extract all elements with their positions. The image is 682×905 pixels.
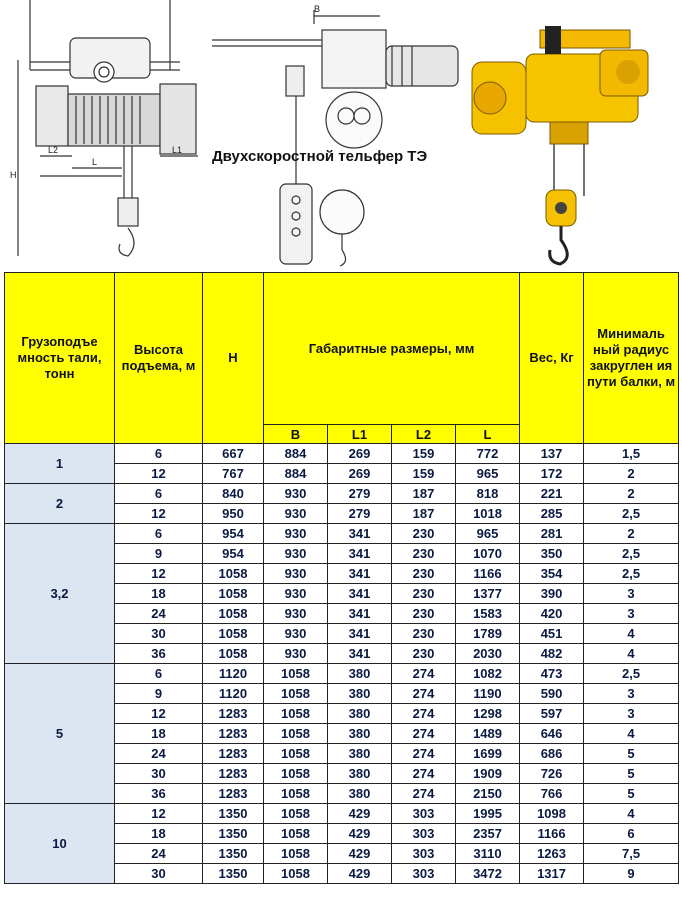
table-cell: 230 [392, 644, 456, 664]
table-cell: 3 [584, 684, 679, 704]
table-cell: 279 [328, 484, 392, 504]
table-cell: 1058 [203, 604, 264, 624]
table-cell: 2150 [456, 784, 520, 804]
table-cell: 1789 [456, 624, 520, 644]
table-cell: 12 [115, 464, 203, 484]
spec-table-body [5, 444, 679, 884]
table-cell: 1995 [456, 804, 520, 824]
table-cell: 30 [115, 864, 203, 884]
table-cell: 884 [264, 444, 328, 464]
table-cell: 187 [392, 504, 456, 524]
table-cell: 1120 [203, 664, 264, 684]
table-cell: 429 [328, 864, 392, 884]
table-cell: 840 [203, 484, 264, 504]
table-cell: 269 [328, 444, 392, 464]
table-cell: 3 [584, 604, 679, 624]
table-cell: 473 [520, 664, 584, 684]
table-cell: 187 [392, 484, 456, 504]
table-cell: 24 [115, 744, 203, 764]
capacity-cell: 2 [5, 484, 115, 524]
table-cell: 1283 [203, 744, 264, 764]
table-cell: 1166 [456, 564, 520, 584]
table-cell: 930 [264, 604, 328, 624]
capacity-cell: 5 [5, 664, 115, 804]
table-cell: 1098 [520, 804, 584, 824]
table-cell: 230 [392, 584, 456, 604]
table-cell: 12 [115, 704, 203, 724]
header-sub-l1: L1 [328, 425, 392, 444]
table-cell: 1263 [520, 844, 584, 864]
table-cell: 341 [328, 524, 392, 544]
table-cell: 2 [584, 464, 679, 484]
table-cell: 2,5 [584, 544, 679, 564]
header-sub-b: B [264, 425, 328, 444]
table-cell: 341 [328, 544, 392, 564]
table-cell: 221 [520, 484, 584, 504]
capacity-cell: 1 [5, 444, 115, 484]
table-cell: 274 [392, 684, 456, 704]
table-cell: 6 [115, 664, 203, 684]
table-cell: 341 [328, 604, 392, 624]
header-sub-l2: L2 [392, 425, 456, 444]
table-cell: 2,5 [584, 664, 679, 684]
table-cell: 429 [328, 824, 392, 844]
table-cell: 590 [520, 684, 584, 704]
spec-table [4, 272, 679, 884]
table-cell: 1298 [456, 704, 520, 724]
header-capacity: Грузоподъе мность тали, тонн [5, 273, 115, 444]
table-cell: 341 [328, 584, 392, 604]
table-cell: 1283 [203, 724, 264, 744]
table-cell: 12 [115, 804, 203, 824]
table-cell: 1058 [264, 764, 328, 784]
table-cell: 766 [520, 784, 584, 804]
table-cell: 2,5 [584, 564, 679, 584]
table-cell: 3 [584, 704, 679, 724]
header-h: H [203, 273, 264, 444]
table-cell: 420 [520, 604, 584, 624]
table-cell: 230 [392, 604, 456, 624]
table-cell: 772 [456, 444, 520, 464]
table-cell: 1058 [264, 864, 328, 884]
table-cell: 380 [328, 684, 392, 704]
table-cell: 2030 [456, 644, 520, 664]
table-cell: 482 [520, 644, 584, 664]
table-cell: 1058 [264, 704, 328, 724]
table-cell: 18 [115, 584, 203, 604]
table-cell: 5 [584, 744, 679, 764]
table-cell: 965 [456, 464, 520, 484]
table-cell: 9 [115, 544, 203, 564]
table-cell: 1489 [456, 724, 520, 744]
hoist-front-drawing [0, 0, 682, 268]
table-cell: 4 [584, 644, 679, 664]
table-cell: 279 [328, 504, 392, 524]
table-cell: 230 [392, 624, 456, 644]
capacity-cell: 3,2 [5, 524, 115, 664]
table-cell: 1350 [203, 844, 264, 864]
table-cell: 350 [520, 544, 584, 564]
table-cell: 1909 [456, 764, 520, 784]
table-cell: 884 [264, 464, 328, 484]
table-cell: 281 [520, 524, 584, 544]
table-cell: 380 [328, 704, 392, 724]
table-cell: 950 [203, 504, 264, 524]
table-cell: 818 [456, 484, 520, 504]
table-cell: 686 [520, 744, 584, 764]
table-cell: 429 [328, 844, 392, 864]
table-cell: 24 [115, 604, 203, 624]
table-cell: 1058 [264, 684, 328, 704]
table-cell: 12 [115, 564, 203, 584]
table-cell: 7,5 [584, 844, 679, 864]
table-row [5, 444, 679, 464]
table-cell: 230 [392, 544, 456, 564]
table-cell: 646 [520, 724, 584, 744]
table-cell: 954 [203, 544, 264, 564]
table-cell: 1058 [203, 644, 264, 664]
table-cell: 1350 [203, 804, 264, 824]
label-h: H [10, 170, 17, 180]
table-cell: 303 [392, 864, 456, 884]
table-cell: 1283 [203, 764, 264, 784]
table-cell: 6 [115, 484, 203, 504]
table-cell: 2357 [456, 824, 520, 844]
table-cell: 172 [520, 464, 584, 484]
table-cell: 137 [520, 444, 584, 464]
illustration-area [0, 0, 682, 268]
table-cell: 954 [203, 524, 264, 544]
table-cell: 3 [584, 584, 679, 604]
table-row [5, 804, 679, 824]
table-cell: 597 [520, 704, 584, 724]
table-cell: 24 [115, 844, 203, 864]
table-cell: 1,5 [584, 444, 679, 464]
table-cell: 1058 [264, 844, 328, 864]
table-cell: 274 [392, 664, 456, 684]
table-cell: 303 [392, 824, 456, 844]
label-b: B [314, 4, 321, 14]
table-cell: 274 [392, 764, 456, 784]
table-cell: 36 [115, 644, 203, 664]
table-row [5, 524, 679, 544]
table-cell: 2 [584, 484, 679, 504]
table-cell: 667 [203, 444, 264, 464]
table-cell: 159 [392, 464, 456, 484]
table-cell: 930 [264, 624, 328, 644]
table-cell: 380 [328, 724, 392, 744]
table-cell: 4 [584, 804, 679, 824]
table-row [5, 484, 679, 504]
table-cell: 1058 [203, 564, 264, 584]
table-cell: 930 [264, 504, 328, 524]
table-cell: 274 [392, 724, 456, 744]
table-cell: 965 [456, 524, 520, 544]
table-cell: 1058 [264, 824, 328, 844]
label-l1: L1 [172, 145, 183, 155]
table-cell: 380 [328, 664, 392, 684]
table-cell: 1082 [456, 664, 520, 684]
header-lift-height: Высота подъема, м [115, 273, 203, 444]
table-cell: 341 [328, 624, 392, 644]
table-cell: 341 [328, 564, 392, 584]
header-weight: Вес, Кг [520, 273, 584, 444]
table-cell: 1120 [203, 684, 264, 704]
table-cell: 1699 [456, 744, 520, 764]
table-cell: 767 [203, 464, 264, 484]
table-cell: 6 [584, 824, 679, 844]
table-cell: 429 [328, 804, 392, 824]
table-cell: 1190 [456, 684, 520, 704]
table-cell: 341 [328, 644, 392, 664]
table-cell: 930 [264, 524, 328, 544]
table-cell: 3472 [456, 864, 520, 884]
table-cell: 2,5 [584, 504, 679, 524]
header-radius: Минималь ный радиус закруглен ия пути балки, м [584, 273, 679, 444]
table-cell: 1058 [264, 724, 328, 744]
table-cell: 726 [520, 764, 584, 784]
table-cell: 4 [584, 624, 679, 644]
table-cell: 380 [328, 784, 392, 804]
table-cell: 390 [520, 584, 584, 604]
product-caption: Двухскоростной тельфер ТЭ [212, 148, 428, 165]
table-cell: 380 [328, 764, 392, 784]
table-cell: 6 [115, 444, 203, 464]
table-cell: 451 [520, 624, 584, 644]
table-cell: 303 [392, 804, 456, 824]
table-cell: 1070 [456, 544, 520, 564]
table-cell: 930 [264, 544, 328, 564]
table-cell: 1058 [264, 804, 328, 824]
table-cell: 5 [584, 764, 679, 784]
capacity-cell: 10 [5, 804, 115, 884]
table-cell: 1283 [203, 704, 264, 724]
table-cell: 1058 [264, 744, 328, 764]
table-cell: 354 [520, 564, 584, 584]
table-cell: 4 [584, 724, 679, 744]
label-l2: L2 [48, 145, 59, 155]
table-cell: 930 [264, 644, 328, 664]
table-cell: 1377 [456, 584, 520, 604]
table-cell: 1350 [203, 824, 264, 844]
table-cell: 6 [115, 524, 203, 544]
table-cell: 1058 [264, 664, 328, 684]
table-cell: 9 [115, 684, 203, 704]
table-cell: 12 [115, 504, 203, 524]
table-cell: 5 [584, 784, 679, 804]
table-cell: 18 [115, 724, 203, 744]
table-cell: 274 [392, 784, 456, 804]
table-cell: 303 [392, 844, 456, 864]
table-cell: 285 [520, 504, 584, 524]
table-row [5, 664, 679, 684]
table-cell: 1583 [456, 604, 520, 624]
table-cell: 1283 [203, 784, 264, 804]
table-cell: 1058 [264, 784, 328, 804]
table-cell: 3110 [456, 844, 520, 864]
table-cell: 30 [115, 764, 203, 784]
table-cell: 269 [328, 464, 392, 484]
table-cell: 18 [115, 824, 203, 844]
header-sub-l: L [456, 425, 520, 444]
table-cell: 2 [584, 524, 679, 544]
table-cell: 930 [264, 584, 328, 604]
label-l: L [92, 157, 98, 167]
table-cell: 1058 [203, 624, 264, 644]
table-cell: 1166 [520, 824, 584, 844]
table-cell: 1317 [520, 864, 584, 884]
table-cell: 230 [392, 524, 456, 544]
table-cell: 36 [115, 784, 203, 804]
table-cell: 1350 [203, 864, 264, 884]
table-cell: 1018 [456, 504, 520, 524]
table-cell: 930 [264, 484, 328, 504]
table-cell: 274 [392, 744, 456, 764]
table-cell: 30 [115, 624, 203, 644]
table-cell: 159 [392, 444, 456, 464]
header-dimensions: Габаритные размеры, мм [264, 273, 520, 425]
table-cell: 274 [392, 704, 456, 724]
table-cell: 1058 [203, 584, 264, 604]
table-cell: 9 [584, 864, 679, 884]
table-cell: 930 [264, 564, 328, 584]
table-cell: 380 [328, 744, 392, 764]
table-cell: 230 [392, 564, 456, 584]
